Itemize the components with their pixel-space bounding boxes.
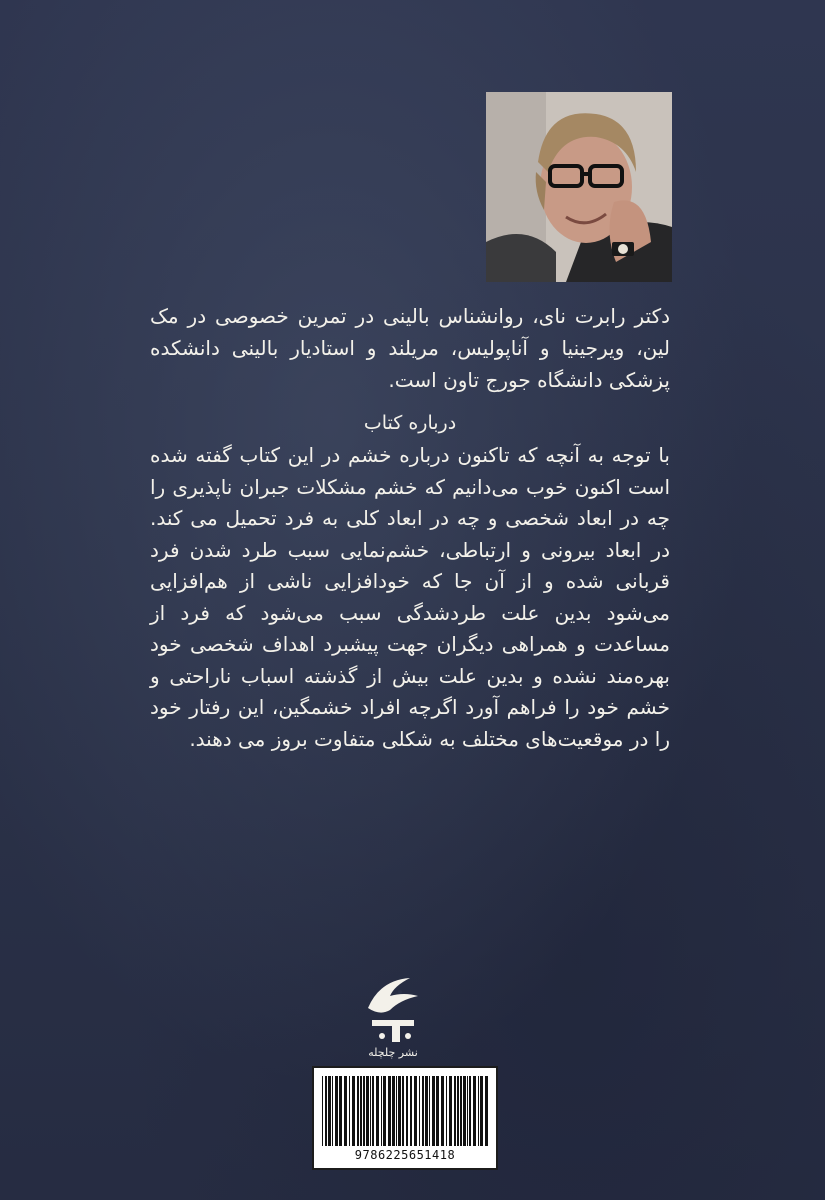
barcode-bar [381,1076,382,1146]
barcode-bar [422,1076,424,1146]
section-title: درباره کتاب [363,412,457,434]
barcode-bar [454,1076,456,1146]
barcode-bar [339,1076,342,1146]
barcode-bar [478,1076,479,1146]
barcode-bar [436,1076,439,1146]
author-photo [486,92,672,282]
barcode-bar [463,1076,466,1146]
barcode-bar [392,1076,395,1146]
swallow-logo-icon [360,970,426,1050]
barcode-bar [357,1076,359,1146]
barcode-bar [370,1076,371,1146]
barcode-bar [406,1076,408,1146]
barcode-bar [410,1076,412,1146]
publisher-name: نشر چلچله [368,1046,418,1059]
barcode-bar [325,1076,327,1146]
author-bio: دکتر رابرت نای، روانشناس بالینی در تمرین خصوصی در مک لین، ویرجینیا و آناپولیس، مریلند و استادیار بالینی دانشکده پزشکی دانشگاه جورج تاون است. [150,304,670,392]
barcode-bar [480,1076,483,1146]
barcode-bar [344,1076,347,1146]
barcode-bar [360,1076,362,1146]
barcode-bar [322,1076,323,1146]
barcode-bar [446,1076,447,1146]
barcode-bar [432,1076,435,1146]
barcode-bar [388,1076,391,1146]
barcode-bar [449,1076,452,1146]
barcode-bar [469,1076,471,1146]
barcode-bar [429,1076,430,1146]
barcode-bar [414,1076,417,1146]
author-portrait-icon [486,92,672,282]
barcode-bar [383,1076,386,1146]
barcode-bar [372,1076,374,1146]
barcode-bar [485,1076,488,1146]
barcode-bar [376,1076,379,1146]
barcode-bar [332,1076,333,1146]
barcode-bar [402,1076,404,1146]
barcode-bar [441,1076,444,1146]
barcode-bar [335,1076,338,1146]
about-book-text: با توجه به آنچه که تاکنون درباره خشم در این کتاب گفته شده است اکنون خوب می‌دانیم که خشم مشکلات جبران ناپذیری را چه در ابعاد شخصی و چه در ابعاد کلی به فرد تحمیل می کند. در ابعاد بیرونی و ارتباطی، خشم‌نمایی سبب طرد شدن فرد قربانی شده و از آن جا که خودافزایی ناشی از هم‌افزایی می‌شود بدین علت طردشدگی سبب می‌شود که فرد از مساعدت و همراهی دیگران جهت پیشبرد اهداف شخصی خود بهره‌مند نشده و بدین علت بیش از گذشته اسباب ناراحتی و خشم خود را فراهم آورد اگرچه افراد خشمگین، این رفتار خود را در موقعیت‌های مختلف به شکلی متفاوت بروز می دهند. [150,443,670,751]
barcode [312,1066,498,1170]
barcode-bar [396,1076,397,1146]
barcode-bar [457,1076,459,1146]
barcode-bar [366,1076,369,1146]
barcode-bar [352,1076,355,1146]
barcode-bar [419,1076,420,1146]
barcode-bar [398,1076,401,1146]
barcode-bar [460,1076,462,1146]
barcode-bars [322,1076,488,1146]
barcode-bar [473,1076,476,1146]
barcode-bar [425,1076,428,1146]
barcode-bar [467,1076,468,1146]
isbn-number: 9786225651418 [354,1148,456,1162]
barcode-bar [328,1076,331,1146]
barcode-bar [349,1076,350,1146]
barcode-bar [363,1076,365,1146]
